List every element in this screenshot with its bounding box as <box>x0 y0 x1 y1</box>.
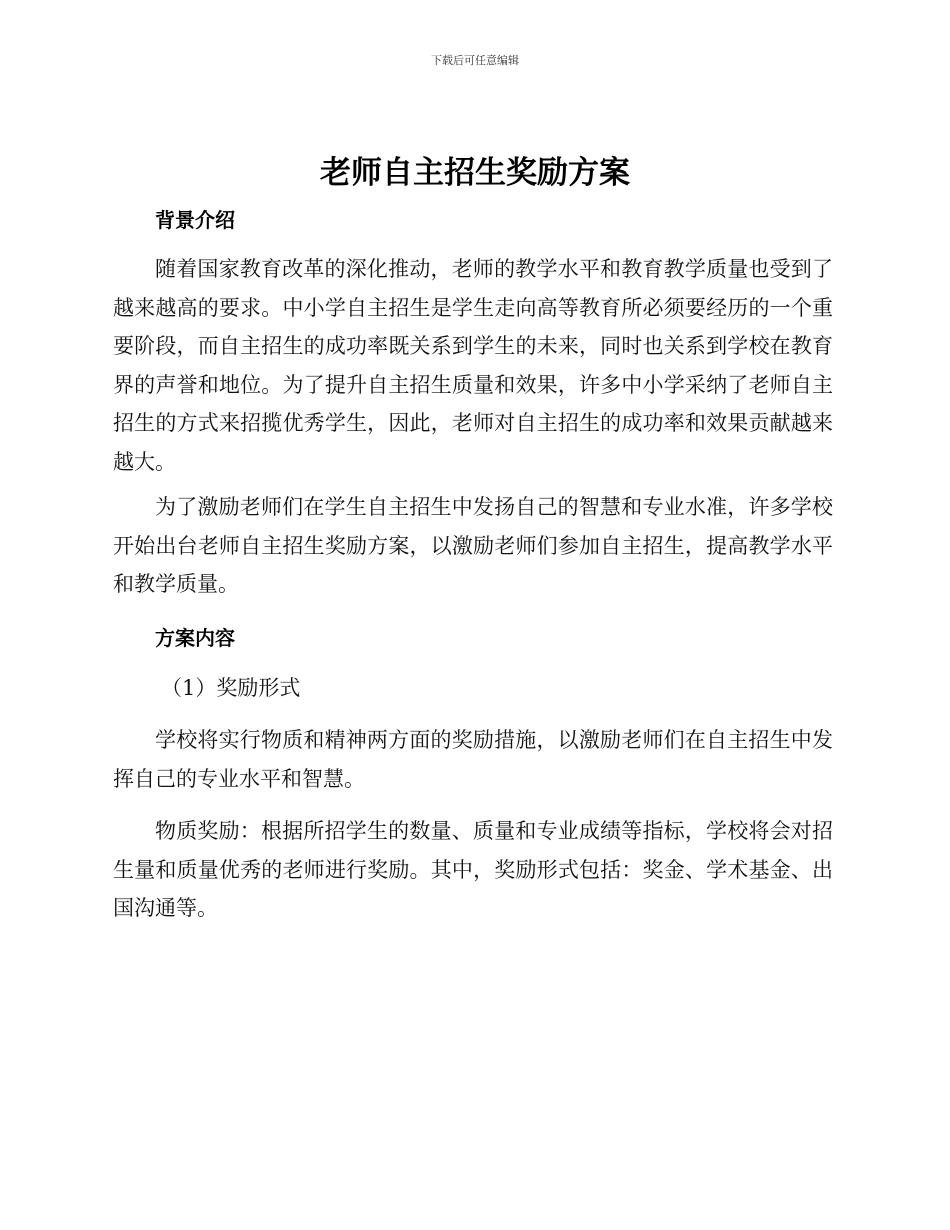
paragraph-background-2: 为了激励老师们在学生自主招生中发扬自己的智慧和专业水准，许多学校开始出台老师自主招生奖励方案，以激励老师们参加自主招生，提高教学水平和教学质量。 <box>113 495 833 596</box>
document-title: 老师自主招生奖励方案 <box>320 155 630 191</box>
page-header: 下载后可任意编辑 <box>431 54 519 67</box>
section-heading-plan: 方案内容 <box>155 625 235 650</box>
paragraph-background-1: 随着国家教育改革的深化推动，老师的教学水平和教育教学质量也受到了越来越高的要求。中小学自主招生是学生走向高等教育所必须要经历的一个重要阶段，而自主招生的成功率既关系到学生的未来，同时也关系到学校在教育界的声誉和地位。为了提升自主招生质量和效果，许多中小学采纳了老师自主招生的方式来招揽优秀学生，因此，老师对自主招生的成功率和效果贡献越来越大。 <box>113 257 833 474</box>
subheading-reward-form: （1）奖励形式 <box>161 675 301 700</box>
paragraph-material-reward: 物质奖励：根据所招学生的数量、质量和专业成绩等指标，学校将会对招生量和质量优秀的老师进行奖励。其中，奖励形式包括：奖金、学术基金、出国沟通等。 <box>113 819 833 920</box>
section-heading-background: 背景介绍 <box>155 208 235 232</box>
document-body <box>113 198 833 928</box>
paragraph-reward-intro: 学校将实行物质和精神两方面的奖励措施，以激励老师们在自主招生中发挥自己的专业水平和智慧。 <box>113 728 833 791</box>
